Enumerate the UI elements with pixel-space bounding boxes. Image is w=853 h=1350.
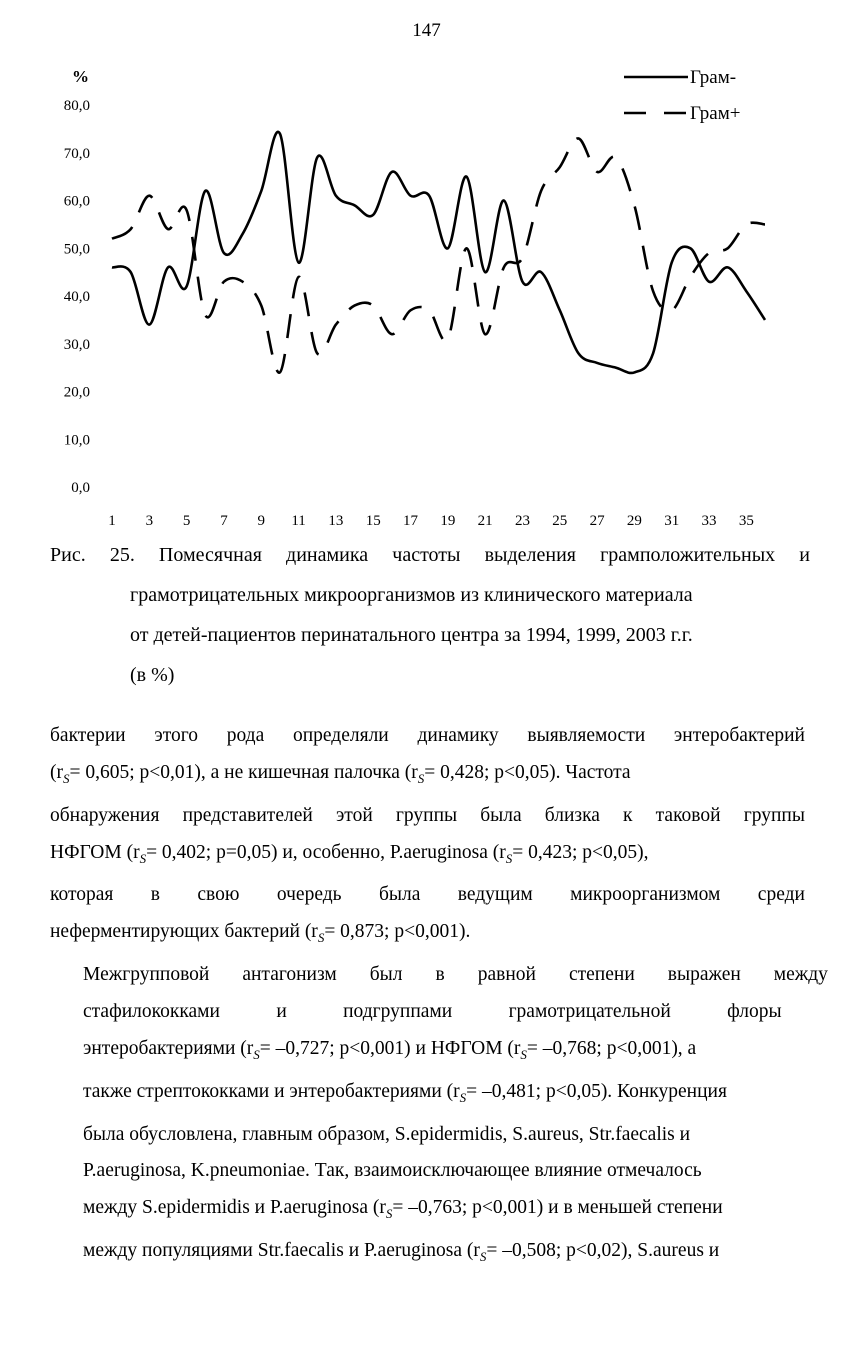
caption-line-2: грамотрицательных микроорганизмов из клинического материала [130,584,693,606]
x-tick-label: 29 [626,513,642,529]
text-word: равной [477,964,536,986]
text-word: этой [335,804,373,826]
subscript: S [253,1046,260,1062]
y-axis-label: % [72,67,89,86]
text-word: энтеробактерий [673,725,805,746]
y-tick-label: 0,0 [71,480,90,496]
subscript: S [139,850,147,866]
paragraph-2 [50,957,828,1276]
text-word: антагонизм [242,964,337,986]
text-word: среди [757,884,805,906]
x-tick-label: 21 [477,513,493,529]
text-line: НФГОМ ($r_S= 0,402$; p=0,05) и, особенно, P.aeruginosa ($r_S= 0,423$; p<0,05), [50,841,649,866]
text-word: группы [395,804,458,826]
text-word: этого [154,725,198,746]
paragraph-1 [50,718,805,957]
text-line: ($r_S= 0,605$; p<0,01), а не кишечная палочка ($r_S= 0,428$; p<0,05). Частота [50,761,631,786]
text-word: в [435,964,445,986]
caption-word: грамположительных [600,544,776,566]
subscript: S [63,770,70,786]
caption-word: динамика [286,544,369,566]
text-line: P.aeruginosa, K.pneumoniae. Так, взаимоисключающее влияние отмечалось [83,1160,702,1182]
x-tick-label: 3 [145,513,154,529]
subscript: S [479,1249,487,1265]
x-tick-label: 5 [182,513,191,529]
gram-line-chart [0,55,853,530]
text-word: был [369,964,403,986]
text-word: в [150,884,160,906]
text-word: очередь [276,884,342,906]
x-tick-label: 27 [589,513,605,529]
text-word: свою [197,884,240,906]
text-word: микроорганизмом [570,884,721,906]
text-word: стафилококками [83,1001,220,1023]
text-line [50,798,805,835]
caption-line-4: (в %) [130,664,175,686]
x-tick-label: 17 [403,513,419,529]
x-tick-label: 19 [440,513,456,529]
page-number: 147 [412,20,441,41]
x-tick-label: 25 [552,513,568,529]
caption-word: и [799,544,810,566]
text-word: флоры [727,1001,782,1023]
text-word: подгруппами [343,1001,453,1023]
series-line-gram-positive [112,138,765,372]
x-tick-label: 11 [291,513,306,529]
text-line [50,994,805,1031]
text-word: выявляемости [527,725,646,746]
text-word: выражен [667,964,741,986]
caption-word: Помесячная [158,544,262,566]
subscript: S [385,1206,393,1222]
text-word: Межгрупповой [83,964,210,986]
series-line-gram-negative [112,132,765,373]
text-word: была [480,804,522,826]
x-tick-label: 33 [701,513,717,529]
text-word: и [276,1001,287,1023]
text-word: между [773,964,828,986]
text-line: также стрептококками и энтеробактериями ($r_S= -0,481$; p<0,05). Конкуренция [83,1080,727,1105]
text-word: была [378,884,421,906]
figure-caption [50,535,810,695]
y-tick-label: 40,0 [63,289,90,305]
legend-label: Грам+ [690,103,741,124]
y-tick-label: 80,0 [63,98,90,114]
text-word: грамотрицательной [508,1001,671,1023]
text-word: которая [50,884,114,906]
caption-line-3: от детей-пациентов перинатального центра за 1994, 1999, 2003 г.г. [130,624,693,646]
legend-label: Грам- [690,67,737,88]
text-line [50,718,805,755]
text-word: динамику [417,725,499,746]
caption-word: 25. [109,544,135,566]
x-tick-label: 9 [257,513,266,529]
text-word: представителей [182,804,313,826]
caption-word: Рис. [50,544,86,566]
subscript: S [459,1089,467,1105]
text-word: ведущим [457,884,533,906]
text-word: рода [226,725,265,746]
text-word: обнаружения [50,804,160,826]
text-word: бактерии [50,725,126,746]
body-text [50,718,828,1276]
x-tick-label: 1 [108,513,116,529]
x-tick-label: 15 [365,513,381,529]
caption-word: выделения [484,544,576,566]
subscript: S [520,1046,527,1062]
text-line: неферментирующих бактерий ($r_S= 0,873$; p<0,001). [50,921,471,946]
text-line: была обусловлена, главным образом, S.epidermidis, S.aureus, Str.faecalis и [83,1123,691,1145]
text-line: энтеробактериями ($r_S= -0,727$; p<0,001) и НФГОМ ($r_S= -0,768$; p<0,001), а [83,1037,697,1062]
text-word: к [623,804,633,826]
x-tick-label: 31 [664,513,680,529]
x-tick-label: 23 [514,513,530,529]
text-word: близка [544,804,600,826]
caption-word: частоты [392,544,461,566]
text-word: таковой [655,804,721,826]
y-tick-label: 60,0 [63,193,90,210]
text-word: определяли [292,725,389,746]
x-tick-label: 35 [738,513,754,529]
caption-line-1 [50,535,810,575]
subscript: S [505,850,513,866]
text-word: группы [743,804,805,826]
subscript: S [317,930,325,946]
y-tick-label: 70,0 [63,145,90,162]
text-line [50,877,805,914]
y-tick-label: 30,0 [63,336,90,353]
x-tick-label: 7 [220,513,228,529]
y-tick-label: 20,0 [63,384,90,401]
text-line [50,957,828,994]
y-tick-label: 50,0 [63,241,90,258]
subscript: S [417,770,425,786]
text-word: степени [568,964,635,986]
y-tick-label: 10,0 [63,432,90,449]
text-line: между популяциями Str.faecalis и P.aeruginosa ($r_S= -0,508$; p<0,02), S.aureus и [83,1240,720,1265]
x-tick-label: 13 [328,513,344,529]
text-line: между S.epidermidis и P.aeruginosa ($r_S= -0,763$; p<0,001) и в меньшей степени [83,1197,723,1222]
